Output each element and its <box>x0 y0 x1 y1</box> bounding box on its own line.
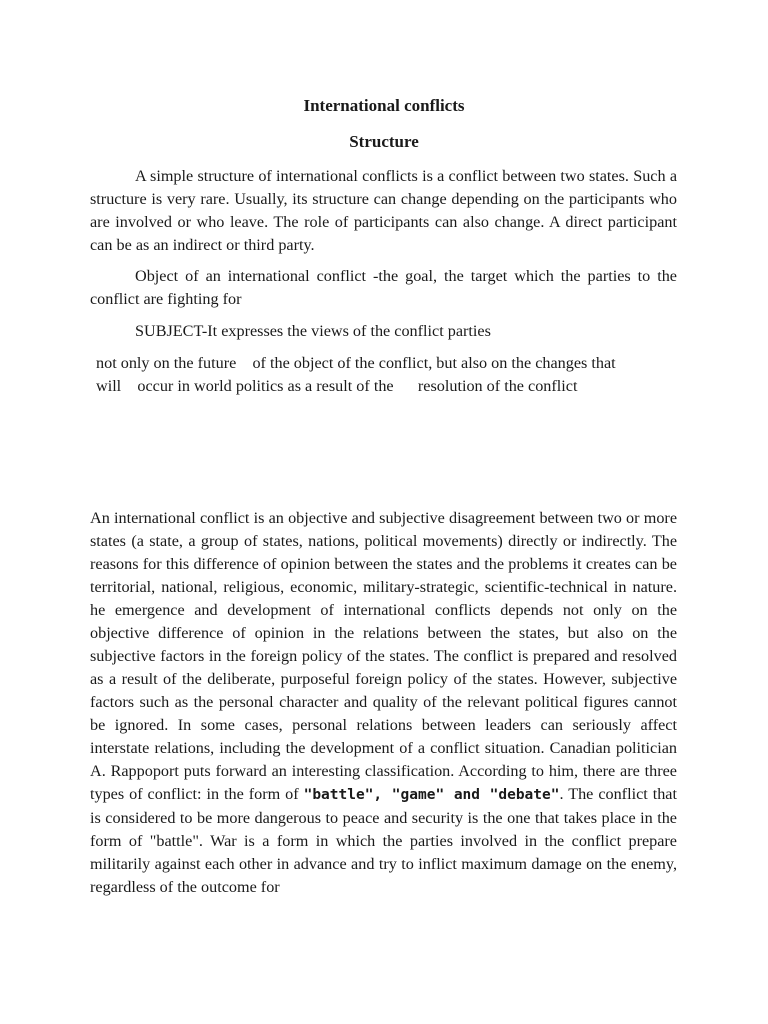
paragraph-definition-text-1: An international conflict is an objective and subjective disagreement between two or more states (a state, a group of states, nations, political movements) directly or indirectly. The reasons for this difference of opinion between the states and the problems it creates can be territorial, national, religious, economic, military-strategic, scientific-technical in nature. he emergence and development of international conflicts depends not only on the objective difference of opinion in the relations between the states, but also on the subjective factors in the foreign policy of the states. The conflict is prepared and resolved as a result of the deliberate, purposeful foreign policy of the states. However, subjective factors such as the personal character and quality of the relevant political figures cannot be ignored. In some cases, personal relations between leaders can seriously affect interstate relations, including the development of a conflict situation. Canadian politician A. Rappoport puts forward an interesting classification. According to him, there are three types of conflict: in the form of <box>90 509 677 803</box>
paragraph-definition-bold: "battle", "game" and "debate" <box>303 787 560 803</box>
paragraph-subject-continued-line-1: not only on the future of the object of the conflict, but also on the changes that <box>96 354 616 372</box>
paragraph-subject-continued-line-2: will occur in world politics as a result of the resolution of the conflict <box>96 377 578 395</box>
paragraph-definition <box>90 507 677 899</box>
paragraph-structure: A simple structure of international conflicts is a conflict between two states. Such a structure is very rare. Usually, its structure can change depending on the participants who are involved or who leave. The role of participants can also change. A direct participant can be as an indirect or third party. <box>90 167 677 254</box>
paragraph-subject: SUBJECT-It expresses the views of the conflict parties <box>135 322 491 340</box>
paragraph-object: Object of an international conflict -the goal, the target which the parties to the conflict are fighting for <box>90 267 677 308</box>
section-heading: Structure <box>349 132 419 151</box>
document-title: International conflicts <box>303 96 465 115</box>
paragraph-definition-text-2: . The conflict that is considered to be more dangerous to peace and security is the one that takes place in the form of "battle". War is a form in which the parties involved in the conflict prepare militarily against each other in advance and try to inflict maximum damage on the enemy, regardless of the outcome for <box>90 785 677 896</box>
